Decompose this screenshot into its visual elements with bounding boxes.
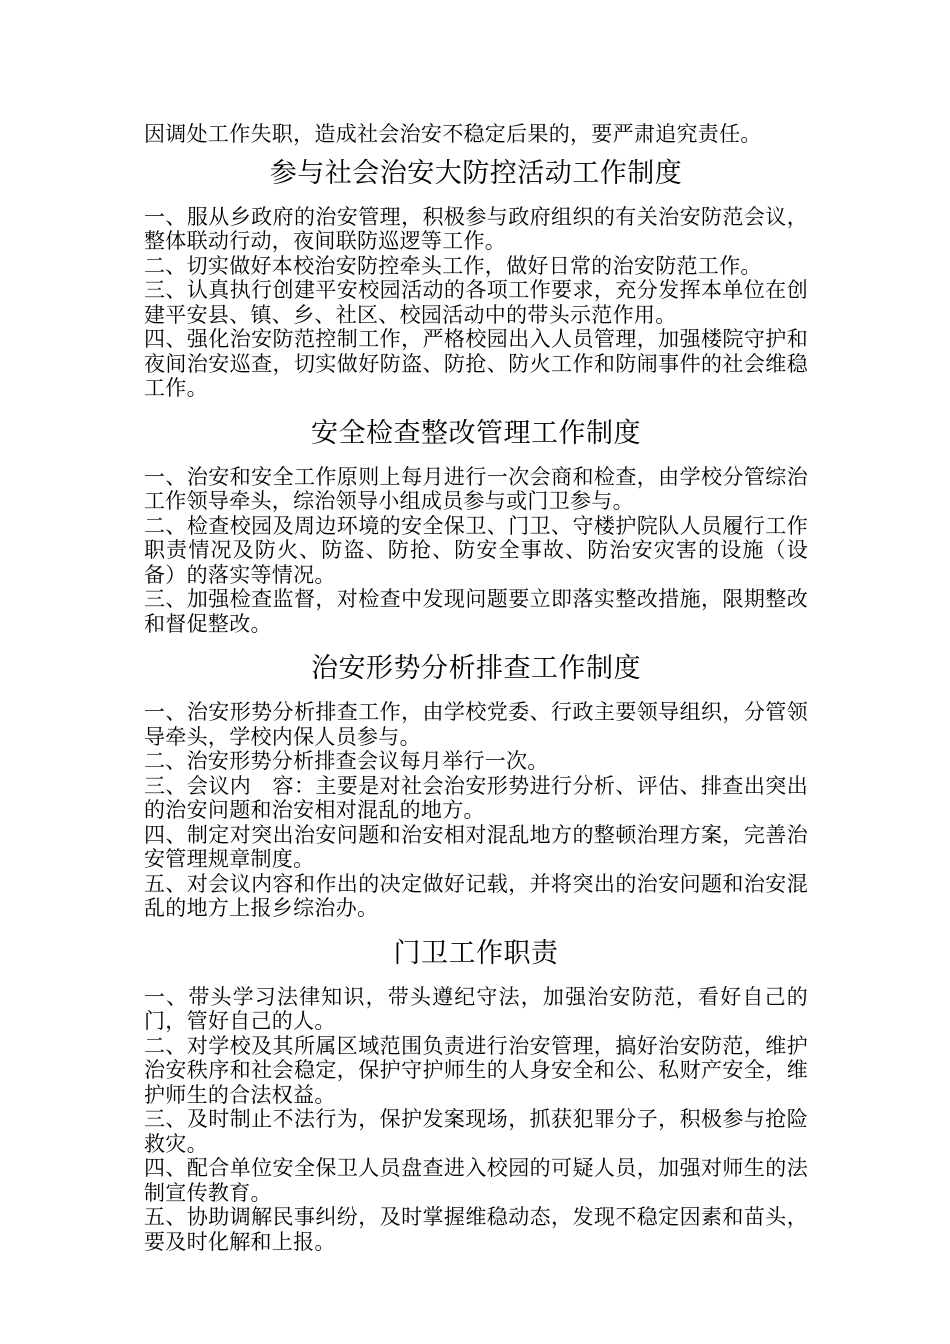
section-paragraph: 一、服从乡政府的治安管理，积极参与政府组织的有关治安防范会议，整体联动行动，夜间联防巡逻等工作。 <box>144 204 808 253</box>
section-paragraph: 三、认真执行创建平安校园活动的各项工作要求，充分发挥本单位在创建平安县、镇、乡、社区、校园活动中的带头示范作用。 <box>144 278 808 327</box>
section-paragraph: 四、强化治安防范控制工作，严格校园出入人员管理，加强楼院守护和夜间治安巡查，切实做好防盗、防抢、防火工作和防闹事件的社会维稳工作。 <box>144 327 808 400</box>
section-title: 门卫工作职责 <box>393 937 559 969</box>
section-paragraph: 一、治安形势分析排查工作，由学校党委、行政主要领导组织，分管领导牵头，学校内保人员参与。 <box>144 700 808 749</box>
section-paragraph: 二、切实做好本校治安防控牵头工作，做好日常的治安防范工作。 <box>144 253 762 278</box>
section-title: 参与社会治安大防控活动工作制度 <box>269 157 683 189</box>
section-paragraph: 四、制定对突出治安问题和治安相对混乱地方的整顿治理方案，完善治安管理规章制度。 <box>144 822 808 871</box>
section-public-security-prevention <box>144 159 808 401</box>
section-paragraph: 二、治安形势分析排查会议每月举行一次。 <box>144 749 549 773</box>
section-paragraph: 二、检查校园及周边环境的安全保卫、门卫、守楼护院队人员履行工作职责情况及防火、防盗、防抢、防安全事故、防治安灾害的设施（设备）的落实等情况。 <box>144 513 808 587</box>
lead-paragraph: 因调处工作失职，造成社会治安不稳定后果的，要严肃追究责任。 <box>144 122 762 146</box>
document-page <box>144 122 808 1254</box>
section-safety-inspection <box>144 419 808 637</box>
section-paragraph: 一、治安和安全工作原则上每月进行一次会商和检查，由学校分管综治工作领导牵头，综治领导小组成员参与或门卫参与。 <box>144 464 808 513</box>
section-gatekeeper-duties <box>144 939 808 1255</box>
section-situation-analysis <box>144 654 808 921</box>
section-title: 安全检查整改管理工作制度 <box>311 417 641 449</box>
section-paragraph: 一、带头学习法律知识，带头遵纪守法，加强治安防范，看好自己的门，管好自己的人。 <box>144 984 808 1033</box>
section-paragraph: 三、会议内 容：主要是对社会治安形势进行分析、评估、排查出突出的治安问题和治安相对混乱的地方。 <box>144 773 808 822</box>
section-paragraph: 三、加强检查监督，对检查中发现问题要立即落实整改措施，限期整改和督促整改。 <box>144 587 808 636</box>
section-paragraph: 三、及时制止不法行为，保护发案现场，抓获犯罪分子，积极参与抢险救灾。 <box>144 1107 808 1156</box>
section-paragraph: 五、协助调解民事纠纷，及时掌握维稳动态，发现不稳定因素和苗头，要及时化解和上报。 <box>144 1205 808 1254</box>
section-paragraph: 二、对学校及其所属区域范围负责进行治安管理，搞好治安防范，维护治安秩序和社会稳定，保护守护师生的人身安全和公、私财产安全，维护师生的合法权益。 <box>144 1033 808 1107</box>
section-paragraph: 五、对会议内容和作出的决定做好记载，并将突出的治安问题和治安混乱的地方上报乡综治办。 <box>144 871 808 920</box>
section-title: 治安形势分析排查工作制度 <box>311 653 641 684</box>
section-paragraph: 四、配合单位安全保卫人员盘查进入校园的可疑人员，加强对师生的法制宣传教育。 <box>144 1156 808 1205</box>
